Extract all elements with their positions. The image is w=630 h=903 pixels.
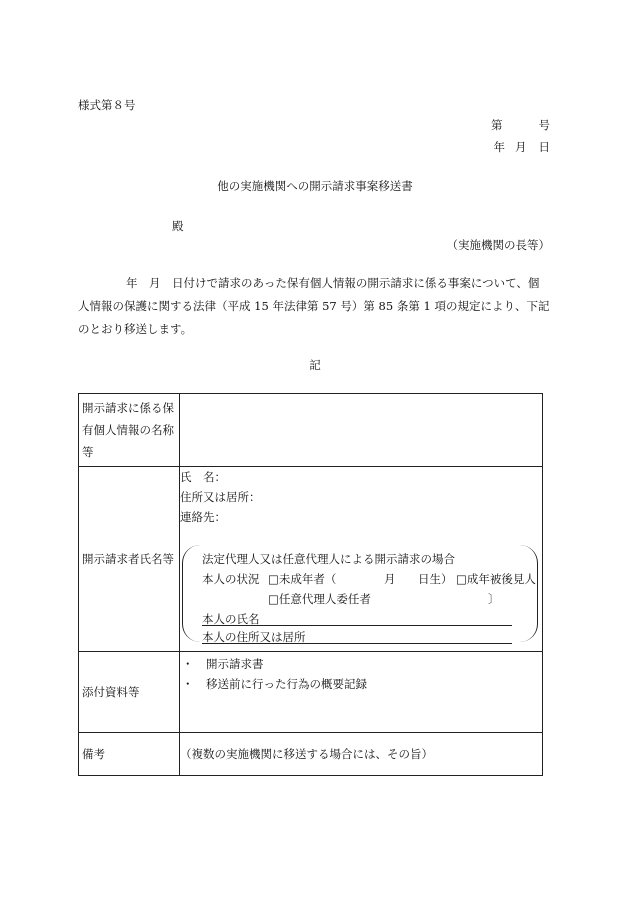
row4-label: 備考 bbox=[79, 733, 180, 776]
form-table bbox=[78, 393, 543, 776]
ref-go: 号 bbox=[538, 118, 550, 132]
applicant-contact[interactable]: 連絡先： bbox=[180, 510, 226, 524]
table-row bbox=[79, 652, 543, 733]
applicant-name[interactable]: 氏 名： bbox=[180, 470, 226, 484]
agent-header: 法定代理人又は任意代理人による開示請求の場合 bbox=[202, 552, 455, 566]
person-address-line[interactable] bbox=[202, 643, 512, 644]
birth-month: 月 bbox=[384, 572, 396, 586]
row1-value[interactable] bbox=[180, 394, 543, 467]
person-address-label: 本人の住所又は居所 bbox=[202, 630, 306, 644]
row4-value[interactable]: （複数の実施機関に移送する場合には、その旨） bbox=[180, 733, 543, 776]
agent-checkbox[interactable]: □任意代理人委任者 bbox=[268, 592, 371, 606]
attachment-item-2: ・ 移送前に行った行為の概要記録 bbox=[182, 677, 367, 691]
table-row bbox=[79, 467, 543, 652]
table-row bbox=[79, 394, 543, 467]
bracket-close: 〕 bbox=[488, 592, 500, 606]
body-text bbox=[78, 272, 550, 341]
table-row bbox=[79, 733, 543, 776]
form-number: 様式第８号 bbox=[78, 98, 136, 112]
row3-value bbox=[180, 652, 543, 733]
reference-number bbox=[491, 117, 550, 133]
row2-label: 開示請求者氏名等 bbox=[79, 467, 180, 652]
body-text-content: 年 月 日付けで請求のあった保有個人情報の開示請求に係る事案について、個人情報の保護に関する法律（平成 15 年法律第 57 号）第 85 条第 1 項の規定により、下記のとおり移送します。 bbox=[78, 276, 550, 336]
row2-value bbox=[180, 467, 543, 652]
applicant-address[interactable]: 住所又は居所： bbox=[180, 490, 261, 504]
ref-day: 日 bbox=[538, 140, 550, 154]
birth-day: 日生） bbox=[418, 572, 453, 586]
person-name-line[interactable] bbox=[202, 625, 512, 626]
minor-checkbox[interactable]: □未成年者（ bbox=[268, 572, 337, 586]
ref-month: 月 bbox=[515, 140, 527, 154]
ki-heading: 記 bbox=[309, 358, 321, 372]
reference-date bbox=[494, 139, 551, 155]
ward-checkbox[interactable]: □成年被後見人 bbox=[456, 572, 536, 586]
sender: （実施機関の長等） bbox=[446, 238, 550, 252]
ref-year: 年 bbox=[493, 140, 505, 154]
status-label: 本人の状況 bbox=[202, 572, 260, 586]
document-title: 他の実施機関への開示請求事案移送書 bbox=[217, 179, 413, 193]
row1-label: 開示請求に係る保有個人情報の名称等 bbox=[79, 394, 180, 467]
person-name-label: 本人の氏名 bbox=[202, 612, 260, 626]
attachment-item-1: ・ 開示請求書 bbox=[182, 657, 264, 671]
addressee: 殿 bbox=[172, 219, 184, 233]
ref-dai: 第 bbox=[491, 118, 503, 132]
row3-label: 添付資料等 bbox=[79, 652, 180, 733]
